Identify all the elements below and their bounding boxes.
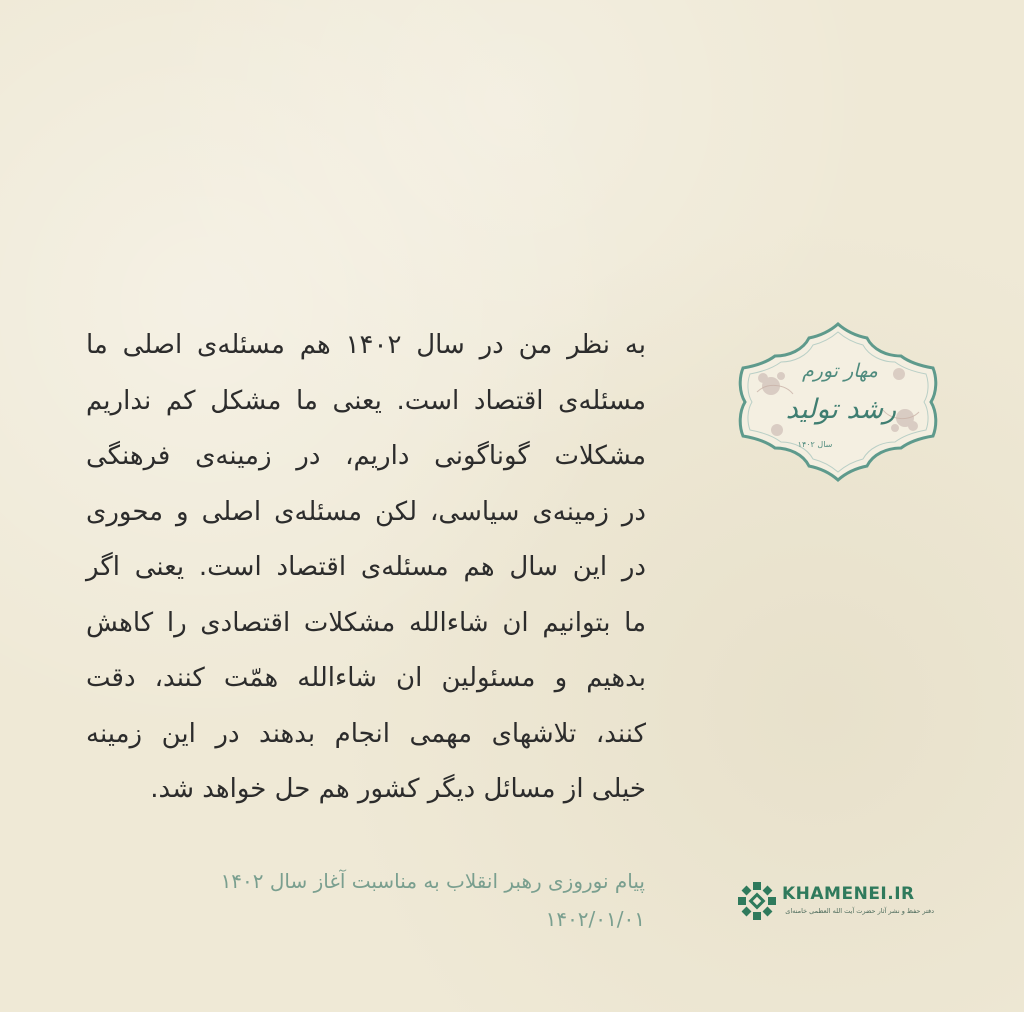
slogan-year: سال ۱۴۰۲ bbox=[797, 440, 833, 449]
quote-line: بدهیم و مسئولین ان شاءالله همّت کنند، دقت bbox=[86, 663, 646, 693]
quote-line: در این سال هم مسئله‌ی اقتصاد است. یعنی اگر bbox=[86, 552, 646, 582]
year-slogan-emblem bbox=[737, 322, 939, 482]
quote-line: ما بتوانیم ان شاءالله مشکلات اقتصادی را کاهش bbox=[86, 607, 646, 638]
logo-subtitle: دفتر حفظ و نشر آثار حضرت آیت الله العظمی خامنه‌ای bbox=[785, 907, 934, 915]
khamenei-logo[interactable] bbox=[736, 880, 936, 924]
source-title: پیام نوروزی رهبر انقلاب به مناسبت آغاز سال ۱۴۰۲ bbox=[220, 869, 645, 893]
source-date: ۱۴۰۲/۰۱/۰۱ bbox=[545, 907, 645, 931]
quote-source bbox=[150, 862, 645, 938]
logo-name: KHAMENEI.IR bbox=[782, 884, 915, 904]
quote-line: کنند، تلاشهای مهمی انجام بدهند در این زمینه bbox=[86, 718, 646, 749]
quote-line: در زمینه‌ی سیاسی، لکن مسئله‌ی اصلی و محوری bbox=[86, 496, 646, 527]
quote-line: مسئله‌ی اقتصاد است. یعنی ما مشکل کم نداریم bbox=[86, 385, 646, 416]
logo-mark-icon bbox=[736, 880, 778, 922]
quote-line: مشکلات گوناگونی داریم، در زمینه‌ی فرهنگی bbox=[86, 441, 646, 471]
quote-text bbox=[86, 318, 646, 818]
quote-line: به نظر من در سال ۱۴۰۲ هم مسئله‌ی اصلی ما bbox=[86, 330, 646, 360]
quote-line: خیلی از مسائل دیگر کشور هم حل خواهد شد. bbox=[150, 774, 646, 804]
slogan-line-2: رشد تولید bbox=[785, 394, 897, 425]
slogan-line-1: مهار تورم bbox=[802, 360, 878, 382]
